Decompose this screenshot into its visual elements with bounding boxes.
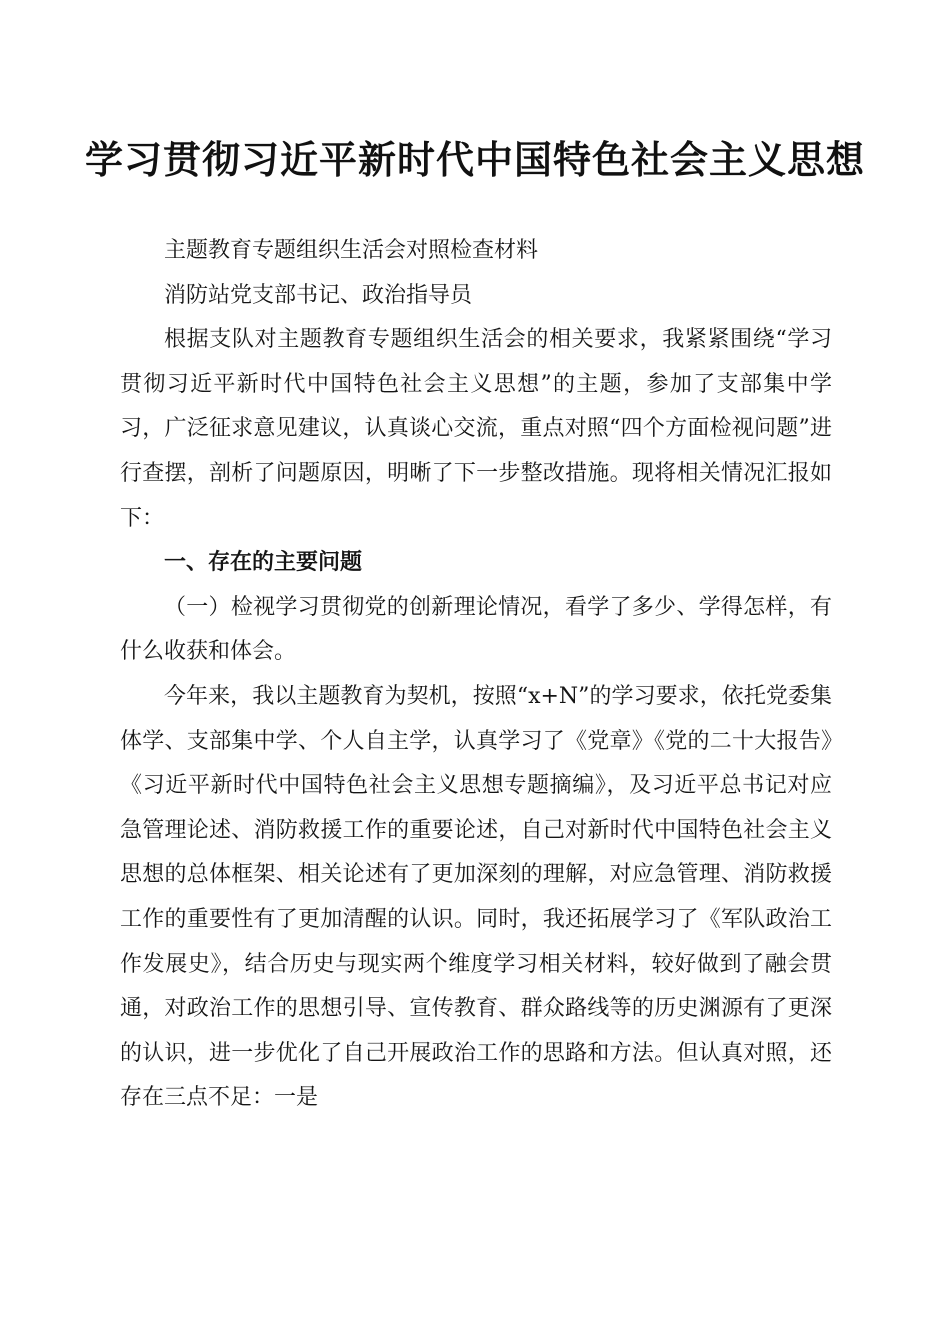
intro-paragraph: 根据支队对主题教育专题组织生活会的相关要求，我紧紧围绕“学习贯彻习近平新时代中国特色社会主义思想”的主题，参加了支部集中学习，广泛征求意见建议，认真谈心交流，重点对照“四个方面检视问题”进行查摆，剖析了问题原因，明晰了下一步整改措施。现将相关情况汇报如下：	[120, 327, 832, 531]
subtitle: 主题教育专题组织生活会对照检查材料	[164, 238, 539, 263]
author-line: 消防站党支部书记、政治指导员	[164, 282, 473, 308]
document-title: 学习贯彻习近平新时代中国特色社会主义思想	[84, 137, 865, 182]
subsection-heading: （一）检视学习贯彻党的创新理论情况，看学了多少、学得怎样，有什么收获和体会。	[120, 594, 832, 665]
section-heading: 一、存在的主要问题	[164, 550, 363, 576]
document-body	[120, 229, 832, 1121]
body-paragraph: 今年来，我以主题教育为契机，按照“x+N”的学习要求，依托党委集体学、支部集中学、个人自主学，认真学习了《党章》《党的二十大报告》《习近平新时代中国特色社会主义思想专题摘编》，及习近平总书记对应急管理论述、消防救援工作的重要论述，自己对新时代中国特色社会主义思想的总体框架、相关论述有了更加深刻的理解，对应急管理、消防救援工作的重要性有了更加清醒的认识。同时，我还拓展学习了《军队政治工作发展史》，结合历史与现实两个维度学习相关材料，较好做到了融会贯通，对政治工作的思想引导、宣传教育、群众路线等的历史渊源有了更深的认识，进一步优化了自己开展政治工作的思路和方法。但认真对照，还存在三点不足：一是	[120, 683, 832, 1111]
